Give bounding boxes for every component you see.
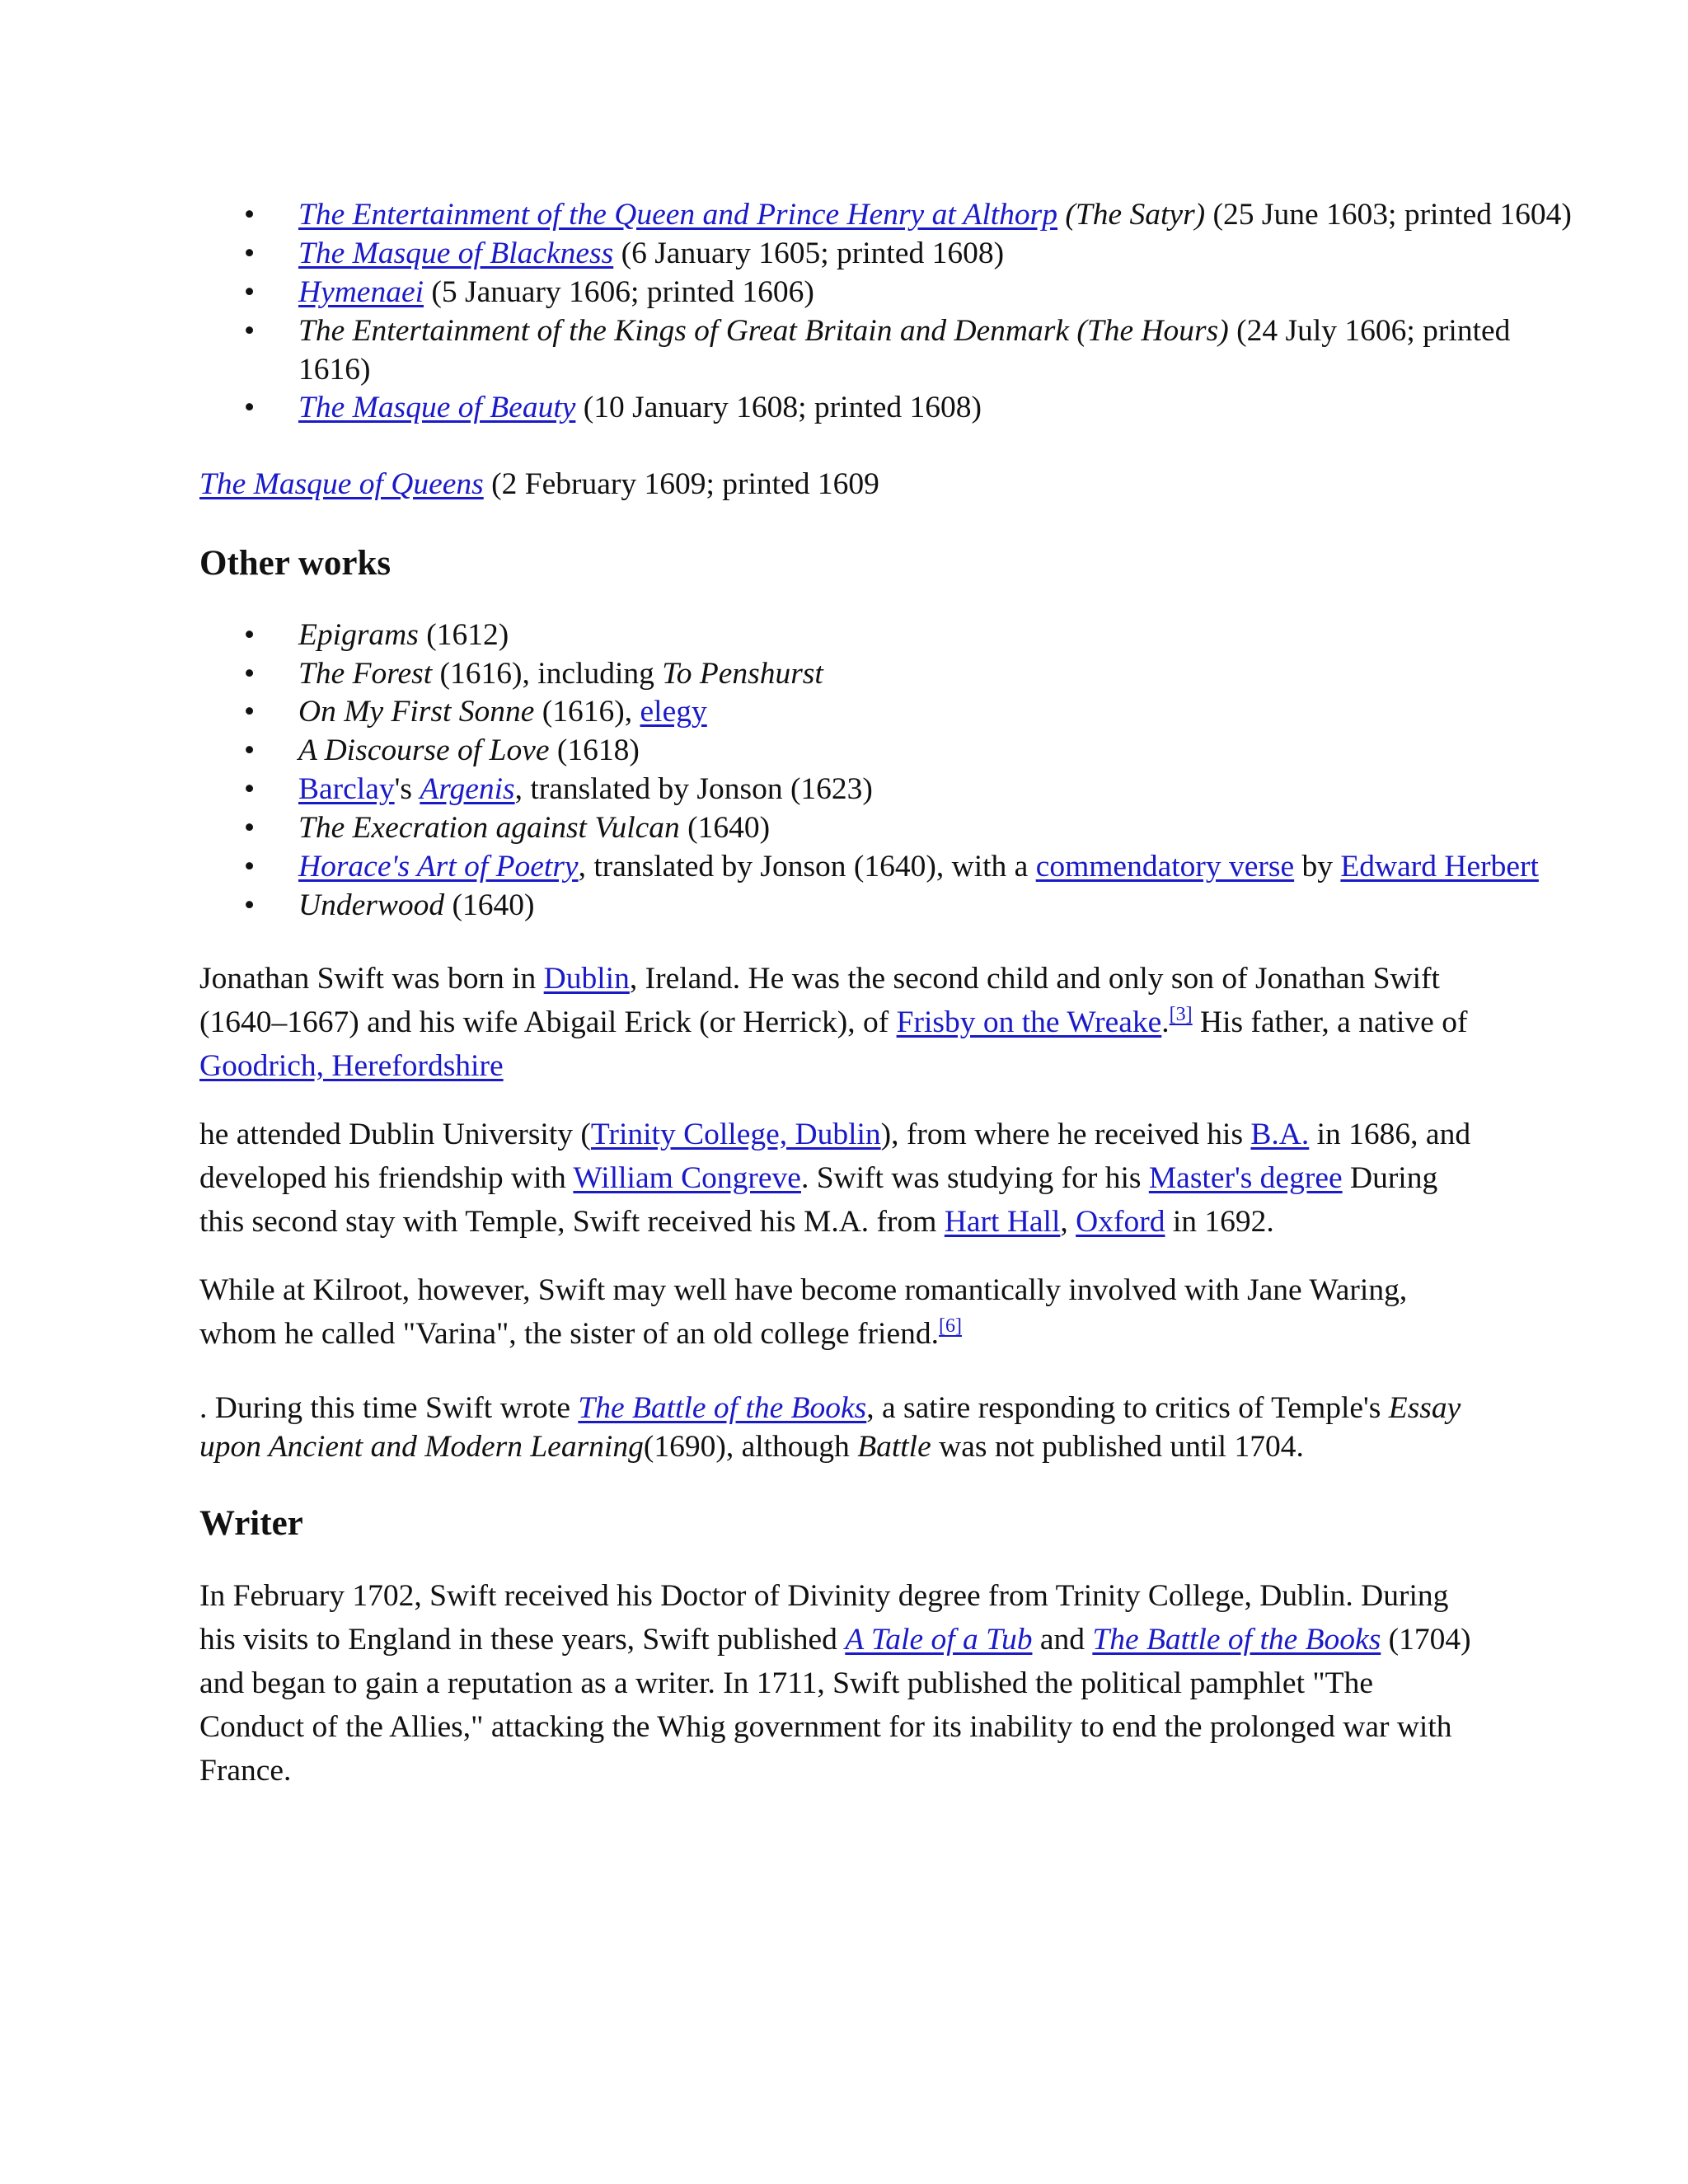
work-title: To Penshurst [662, 656, 823, 691]
bullet-icon: • [244, 313, 256, 348]
paragraph-writer [199, 1574, 1485, 1793]
text: While at Kilroot, however, Swift may well have become romantically involved with Jane Waring, whom he called "Varina", the sister of an old college friend. [199, 1272, 1408, 1351]
work-date: (1612) [418, 617, 509, 652]
list-item [244, 848, 1584, 887]
bullet-icon: • [244, 274, 256, 309]
text: (1690), although [643, 1429, 858, 1464]
list-item-dates: (5 January 1606; printed 1606) [424, 274, 814, 309]
link-oxford[interactable]: Oxford [1076, 1204, 1165, 1239]
link-elegy[interactable]: elegy [640, 695, 707, 729]
list-item [244, 312, 1584, 390]
work-title: Epigrams [298, 617, 419, 652]
text: . During this time Swift wrote [199, 1390, 579, 1425]
heading-writer: Writer [199, 1503, 303, 1543]
link-battle-of-the-books-2[interactable]: The Battle of the Books [1092, 1623, 1381, 1657]
work-title: A Discourse of Love [298, 733, 550, 768]
list-item-dates: (25 June 1603; printed 1604) [1205, 198, 1572, 232]
text: His father, a native of [1192, 1005, 1468, 1039]
list-item [244, 274, 1584, 312]
other-works-list [199, 616, 1584, 926]
link-hart-hall[interactable]: Hart Hall [944, 1204, 1061, 1239]
text: (1704) and began to gain a reputation as a writer. In 1711, Swift published the political pamphlet "The Conduct of the Allies," attacking the Whig government for its inability to end the prolonged war with France. [199, 1623, 1471, 1788]
bullet-icon: • [244, 849, 256, 883]
text: was not published until 1704. [931, 1429, 1304, 1464]
link-masque-of-blackness[interactable]: The Masque of Blackness [298, 236, 614, 270]
paragraph-kilroot [199, 1268, 1485, 1356]
list-item-dates: (6 January 1605; printed 1608) [613, 236, 1005, 270]
work-title: The Execration against Vulcan [298, 811, 680, 846]
list-item [244, 771, 1584, 809]
text: . Swift was studying for his [800, 1160, 1149, 1195]
text: in 1692. [1165, 1204, 1274, 1239]
masques-list [199, 196, 1584, 428]
list-item-dates: (24 July 1606; printed 1616) [298, 313, 1511, 387]
text: In February 1702, Swift received his Doctor of Divinity degree from Trinity College, Dublin. During his visits to England in these years, Swift published [199, 1579, 1449, 1657]
bullet-icon: • [244, 198, 256, 232]
link-althorp[interactable]: The Entertainment of the Queen and Prince Henry at Althorp [298, 198, 1058, 232]
work-title: On My First Sonne [298, 695, 535, 729]
citation-6[interactable]: [6] [938, 1315, 962, 1337]
bullet-icon: • [244, 391, 256, 425]
link-masters-degree[interactable]: Master's degree [1148, 1160, 1343, 1195]
list-item-title: The Entertainment of the Kings of Great Britain and Denmark (The Hours) [298, 313, 1229, 348]
text: , a satire responding to critics of Temple's [866, 1390, 1389, 1425]
link-battle-of-the-books[interactable]: The Battle of the Books [578, 1390, 867, 1425]
text: and [1032, 1623, 1093, 1657]
list-item [244, 887, 1584, 926]
work-date: (1616), [534, 695, 640, 729]
text: in 1686, and developed his friendship with [199, 1117, 1471, 1195]
work-title: The Forest [298, 656, 433, 691]
queens-line [199, 466, 1485, 504]
queens-dates: (2 February 1609; printed 1609 [483, 467, 879, 502]
work-date: (1640) [679, 811, 771, 846]
list-item [244, 616, 1584, 655]
link-william-congreve[interactable]: William Congreve [573, 1160, 801, 1195]
bullet-icon: • [244, 695, 256, 729]
list-item [244, 809, 1584, 848]
bullet-icon: • [244, 236, 256, 270]
text: , Ireland. He was the second child and only son of Jonathan Swift (1640–1667) and his wife Abigail Erick (or Herrick), of [199, 961, 1440, 1039]
link-ba[interactable]: B.A. [1250, 1117, 1310, 1151]
list-item-subtitle: (The Satyr) [1057, 198, 1206, 232]
work-date: (1640) [444, 888, 535, 922]
text: ), from where he received his [880, 1117, 1251, 1151]
bullet-icon: • [244, 811, 256, 846]
work-date: , translated by Jonson (1623) [514, 772, 873, 807]
list-item [244, 235, 1584, 274]
list-item [244, 389, 1584, 428]
paragraph-university [199, 1113, 1485, 1244]
link-barclay[interactable]: Barclay [298, 772, 395, 807]
text: Jonathan Swift was born in [199, 961, 544, 996]
paragraph-birth [199, 957, 1485, 1088]
text: . [1161, 1005, 1170, 1039]
list-item [244, 732, 1584, 771]
list-item [244, 196, 1584, 235]
heading-other-works: Other works [199, 544, 392, 583]
bullet-icon: • [244, 888, 256, 922]
italic-title: Essay upon Ancient and Modern Learning [199, 1390, 1461, 1464]
link-goodrich-herefordshire[interactable]: Goodrich, Herefordshire [199, 1048, 504, 1083]
bullet-icon: • [244, 772, 256, 807]
work-title: Underwood [298, 888, 445, 922]
link-masque-of-beauty[interactable]: The Masque of Beauty [298, 391, 576, 425]
link-dublin[interactable]: Dublin [543, 961, 630, 996]
bullet-icon: • [244, 733, 256, 768]
link-hymenaei[interactable]: Hymenaei [298, 274, 424, 309]
text: he attended Dublin University ( [199, 1117, 591, 1151]
link-edward-herbert[interactable]: Edward Herbert [1340, 849, 1539, 883]
list-item [244, 655, 1584, 694]
citation-3[interactable]: [3] [1169, 1003, 1193, 1025]
list-item-dates: (10 January 1608; printed 1608) [575, 391, 982, 425]
link-masque-of-queens[interactable]: The Masque of Queens [199, 467, 484, 502]
list-item [244, 693, 1584, 732]
bullet-icon: • [244, 656, 256, 691]
link-horaces-art-of-poetry[interactable]: Horace's Art of Poetry [298, 849, 579, 883]
italic-title: Battle [857, 1429, 931, 1464]
bullet-icon: • [244, 617, 256, 652]
work-date: (1618) [549, 733, 640, 768]
work-desc: by [1294, 849, 1341, 883]
link-frisby-on-the-wreake[interactable]: Frisby on the Wreake [896, 1005, 1162, 1039]
paragraph-battle [199, 1389, 1485, 1466]
possessive: 's [394, 772, 420, 807]
text: During this second stay with Temple, Swift received his M.A. from [199, 1160, 1438, 1239]
link-trinity-college-dublin[interactable]: Trinity College, Dublin [590, 1117, 881, 1151]
work-date: (1616), including [432, 656, 663, 691]
link-commendatory-verse[interactable]: commendatory verse [1035, 849, 1295, 883]
link-argenis[interactable]: Argenis [420, 772, 515, 807]
work-desc: , translated by Jonson (1640), with a [578, 849, 1036, 883]
link-tale-of-a-tub[interactable]: A Tale of a Tub [845, 1623, 1033, 1657]
text: , [1060, 1204, 1076, 1239]
